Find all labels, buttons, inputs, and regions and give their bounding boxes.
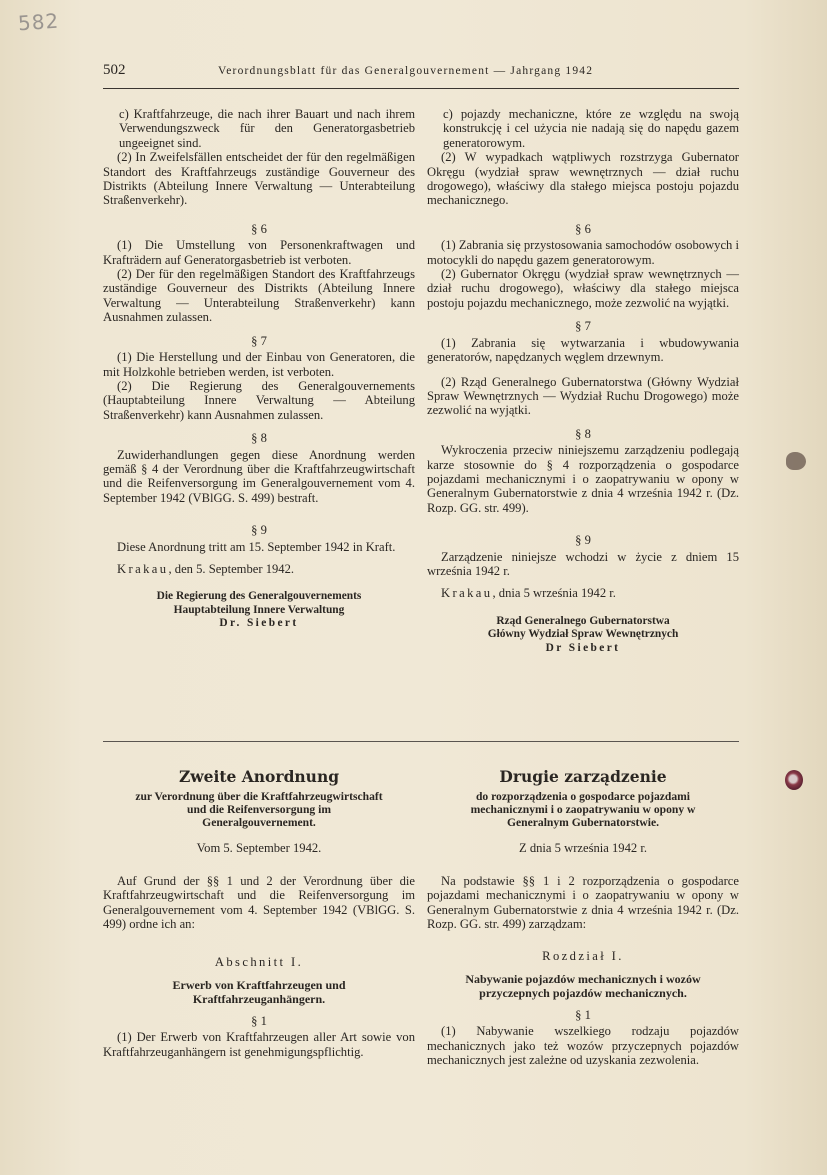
section-6-paragraph-1: (1) Die Umstellung von Personenkraftwagen und Krafträdern auf Generatorgasbetrieb ist verboten. [103, 238, 415, 267]
section-1-paragraph: (1) Nabywanie wszelkiego rodzaju pojazdów mechanicznych jako też wozów przyczepnych pojazdów mechanicznych jest zależne od uzyskania zezwolenia. [427, 1024, 739, 1068]
section-heading: Rozdział I. [542, 949, 624, 964]
place-and-date [103, 562, 415, 576]
section-1-heading: § 1 [251, 1013, 267, 1028]
ordinance-subtitle: zur Verordnung über die Kraftfahrzeugwirtschaft und die Reifenversorgung im Generalgouvernement. [135, 790, 383, 830]
paragraph-2: (2) W wypadkach wątpliwych rozstrzyga Gubernator Okręgu (wydział spraw wewnętrznych — dział ruchu drogowego), właściwy dla stałego miejsca postoju pojazdu mechanicznego. [427, 150, 739, 208]
ordinance-title: Zweite Anordnung [178, 767, 340, 786]
signature-line-2: Hauptabteilung Innere Verwaltung [173, 603, 345, 616]
section-title: Nabywanie pojazdów mechanicznych i wozów przyczepnych pojazdów mechanicznych. [465, 971, 701, 1000]
c-item-text: c) Kraftfahrzeuge, die nach ihrer Bauart und nach ihrem Verwendungszweck für den Generatorgasbetrieb ungeeignet sind. [119, 107, 415, 150]
ordinance-subtitle: do rozporządzenia o gospodarce pojazdami mechanicznymi i o zaopatrywaniu w opony w Generalnym Gubernatorstwie. [470, 790, 696, 830]
section-heading: Abschnitt I. [214, 955, 304, 970]
lower-german-column [103, 767, 415, 1059]
section-6-heading: § 6 [251, 221, 267, 236]
header-title: Verordnungsblatt für das Generalgouvernement — Jahrgang 1942 [218, 65, 594, 77]
section-7-paragraph-2: (2) Die Regierung des Generalgouvernements (Hauptabteilung Innere Verwaltung — Abteilung Straßenverkehr) kann Ausnahmen zulassen. [103, 378, 415, 422]
archive-number-mark: 582 [17, 8, 60, 36]
section-1-heading: § 1 [575, 1007, 591, 1022]
section-9-heading: § 9 [251, 523, 267, 538]
section-6-heading: § 6 [575, 221, 591, 236]
paper-stain [785, 770, 803, 790]
signature-line-1: Die Regierung des Generalgouvernements [156, 590, 362, 603]
preamble: Auf Grund der §§ 1 und 2 der Verordnung über die Kraftfahrzeugwirtschaft und die Reifenversorgung im Generalgouvernement vom 4. September 1942 (VBlGG. S. 499) ordne ich an: [103, 873, 415, 932]
header-divider [103, 88, 739, 89]
ordinance-date: Z dnia 5 września 1942 r. [518, 841, 647, 856]
section-9-heading: § 9 [575, 533, 591, 548]
upper-polish-column [427, 107, 739, 655]
section-7-paragraph-1: (1) Die Herstellung und der Einbau von Generatoren, die mit Holzkohle betrieben werden, ist verboten. [103, 350, 415, 379]
section-6-paragraph-2: (2) Gubernator Okręgu (wydział spraw wewnętrznych — dział ruchu drogowego), właściwy dla stałego miejsca postoju pojazdu mechanicznego, może zezwolić na wyjątki. [427, 267, 739, 310]
signature-name: Dr Siebert [545, 641, 621, 654]
place-city: Krakau [441, 586, 493, 601]
section-8-paragraph: Zuwiderhandlungen gegen diese Anordnung werden gemäß § 4 der Verordnung über die Kraftfahrzeugwirtschaft und die Reifenversorgung im Generalgouvernement vom 4. September 1942 (VBlGG. S. 499) bestraft. [103, 447, 415, 505]
signature-name: Dr. Siebert [219, 617, 299, 630]
section-8-heading: § 8 [575, 426, 591, 441]
place-and-date [427, 586, 739, 600]
page-header [103, 62, 739, 84]
upper-german-column [103, 107, 415, 631]
place-date: , den 5. September 1942. [168, 561, 295, 576]
lower-polish-column [427, 767, 739, 1068]
signature-line-2: Główny Wydział Spraw Wewnętrznych [487, 628, 679, 641]
section-8-paragraph: Wykroczenia przeciw niniejszemu zarządzeniu podlegają karze stosownie do § 4 rozporządzenia o gospodarce pojazdami mechanicznymi i o zaopatrywaniu w opony w Generalnym Gubernatorstwie z dnia 4 września 1942 r. (Dz. Rozp. GG. str. 499). [427, 443, 739, 515]
section-7-heading: § 7 [251, 333, 267, 348]
signature-line-1: Rząd Generalnego Gubernatorstwa [496, 614, 670, 627]
c-item-text: c) pojazdy mechaniczne, które ze względu na swoją konstrukcję i cel użycia nie nadają się do napędu gazem generatorowym. [443, 107, 739, 150]
section-divider [103, 741, 739, 742]
section-7-heading: § 7 [575, 319, 591, 334]
section-title: Erwerb von Kraftfahrzeugen und Kraftfahrzeuganhängern. [172, 977, 346, 1006]
page-number: 502 [103, 62, 126, 78]
ordinance-date: Vom 5. September 1942. [196, 841, 322, 856]
section-6-paragraph-1: (1) Zabrania się przystosowania samochodów osobowych i motocykli do napędu gazem generatorowym. [427, 238, 739, 267]
place-date: , dnia 5 września 1942 r. [492, 586, 616, 601]
preamble: Na podstawie §§ 1 i 2 rozporządzenia o gospodarce pojazdami mechanicznymi i o zaopatrywaniu w opony w Generalnym Gubernatorstwie z dnia 4 września 1942 r. (Dz. Rozp. GG. str. 499) zarządzam: [427, 873, 739, 932]
section-9-paragraph: Zarządzenie niniejsze wchodzi w życie z dniem 15 września 1942 r. [427, 549, 739, 578]
section-6-paragraph-2: (2) Der für den regelmäßigen Standort des Kraftfahrzeugs zuständige Gouverneur des Distrikts (Abteilung Innere Verwaltung — Unterabteilung Straßenverkehr) kann Ausnahmen zulassen. [103, 267, 415, 325]
section-8-heading: § 8 [251, 431, 267, 446]
paragraph-2: (2) In Zweifelsfällen entscheidet der für den regelmäßigen Standort des Kraftfahrzeugs zuständige Gouverneur des Distrikts (Abteilung Innere Verwaltung — Unterabteilung Straßenverkehr). [103, 150, 415, 208]
section-7-paragraph-2: (2) Rząd Generalnego Gubernatorstwa (Główny Wydział Spraw Wewnętrznych — Wydział Ruchu Drogowego) może zezwolić na wyjątki. [427, 374, 739, 418]
section-7-paragraph-1: (1) Zabrania się wytwarzania i wbudowywania generatorów, napędzanych węglem drzewnym. [427, 335, 739, 365]
place-city: Krakau [117, 561, 169, 576]
paper-stain [786, 452, 806, 470]
ordinance-title: Drugie zarządzenie [499, 767, 667, 786]
section-1-paragraph: (1) Der Erwerb von Kraftfahrzeugen aller Art sowie von Kraftfahrzeuganhängern ist genehmigungspflichtig. [103, 1030, 415, 1059]
section-9-paragraph: Diese Anordnung tritt am 15. September 1942 in Kraft. [117, 539, 396, 554]
